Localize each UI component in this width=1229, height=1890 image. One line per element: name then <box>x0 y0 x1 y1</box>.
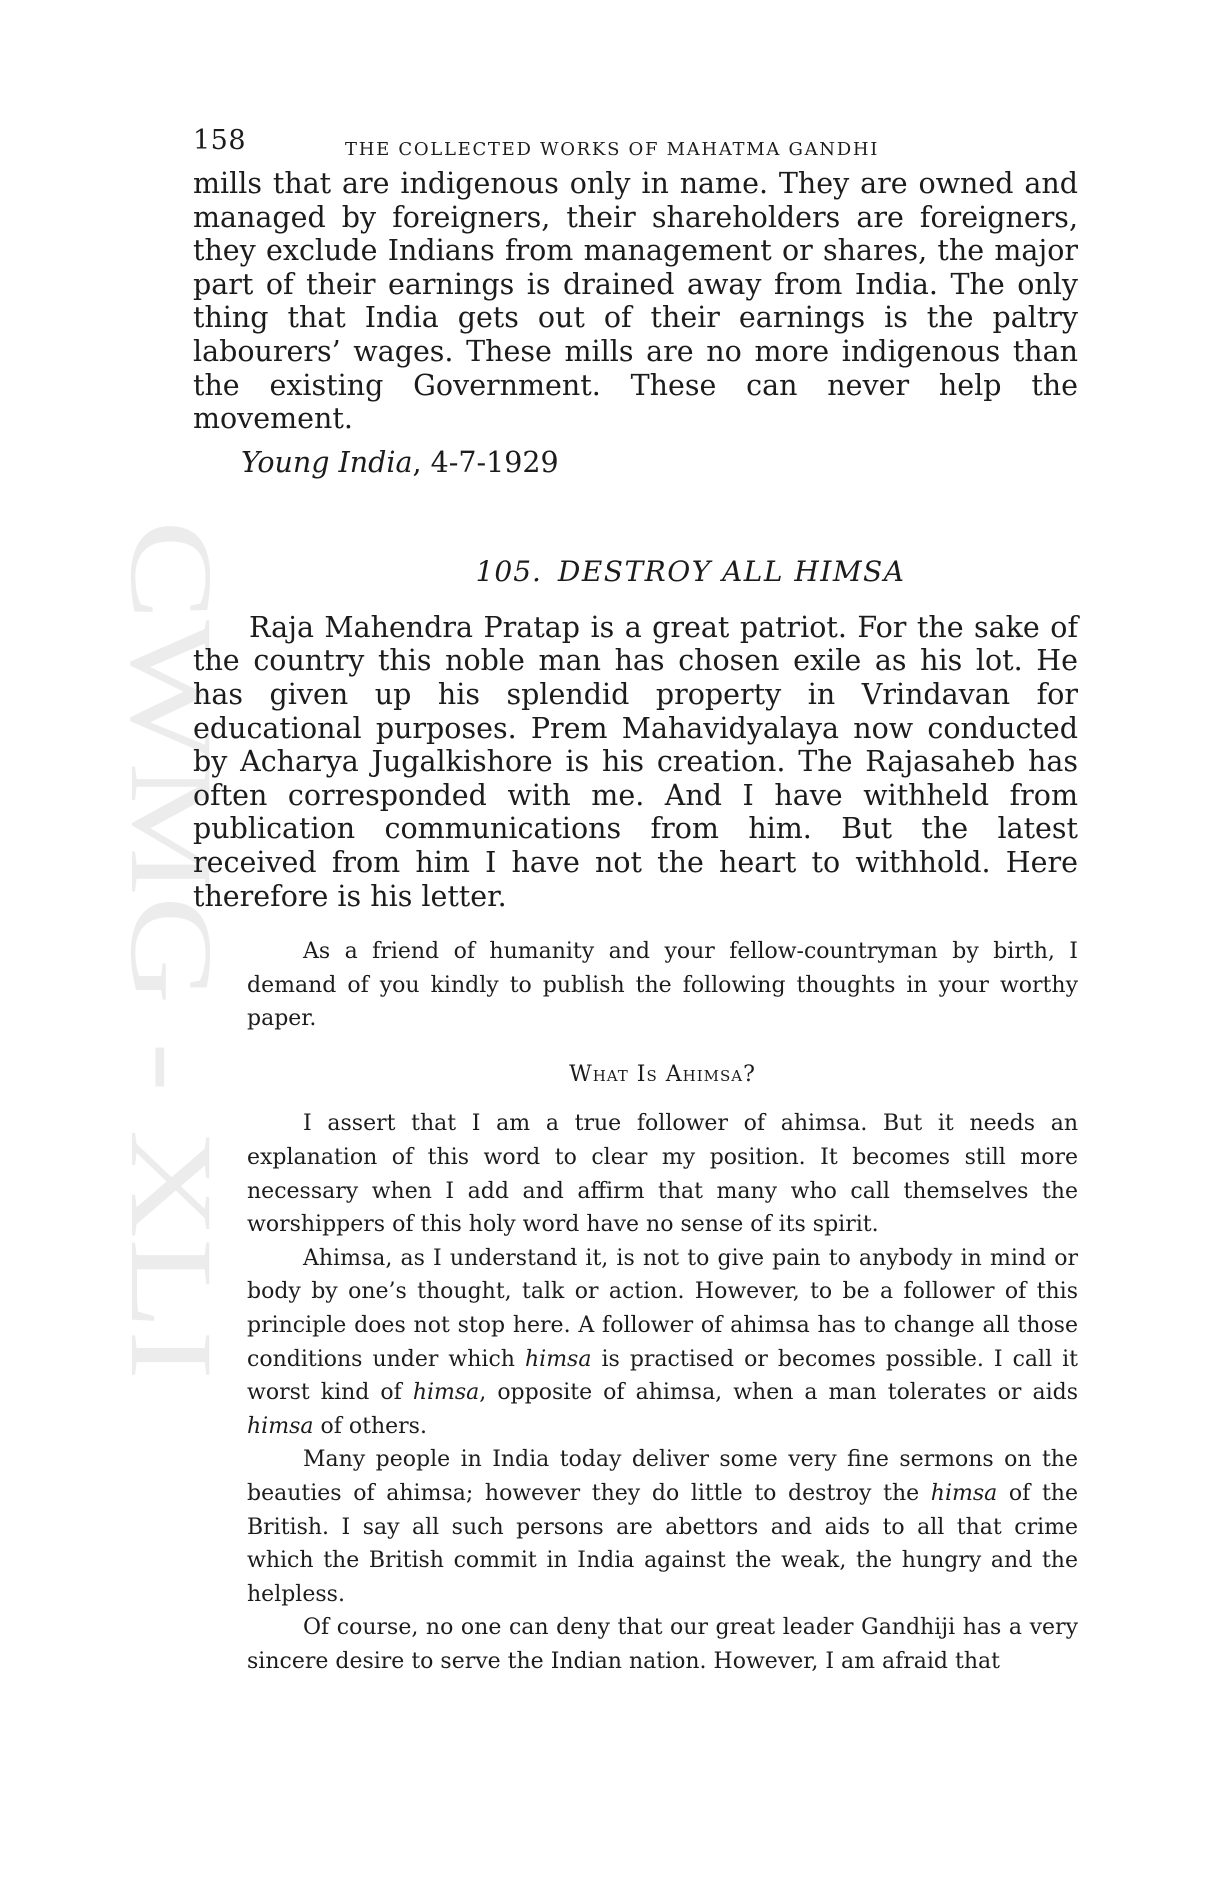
section-title: DESTROY ALL HIMSA <box>557 554 906 588</box>
letter-block <box>247 935 1078 1678</box>
page-number: 158 <box>193 125 247 156</box>
intro-paragraph: Raja Mahendra Pratap is a great patriot. For the sake of the country this noble man has chosen exile as his lot. He has given up his splendid property in Vrindavan for educational purposes. Prem Mahavidyalaya now conducted by Acharya Jugalkishore is his creation. The Rajasaheb has often corresponded with me. And I have withheld from publication communications from him. But the latest received from him I have not the heart to withhold. Here therefore is his letter. <box>193 610 1078 913</box>
letter-paragraph-3 <box>247 1443 1078 1611</box>
letter-paragraph-2 <box>247 1242 1078 1444</box>
source-date: , 4-7-1929 <box>412 445 559 479</box>
letter-paragraph-1: I assert that I am a true follower of ahimsa. But it needs an explanation of this word to clear my position. It becomes still more necessary when I add and affirm that many who call themselves the worshippers of this holy word have no sense of its spirit. <box>247 1111 1078 1238</box>
page-content <box>193 125 1078 1679</box>
continuation-paragraph: mills that are indigenous only in name. They are owned and managed by foreigners, their shareholders are foreigners, they exclude Indians from management or shares, the major part of their earnings is drained away from India. The only thing that India gets out of their earnings is the paltry labourers’ wages. These mills are no more indigenous than the existing Government. These can never help the movement. <box>193 167 1078 436</box>
running-head: THE COLLECTED WORKS OF MAHATMA GANDHI <box>345 139 880 160</box>
letter-p2-himsa-1: himsa <box>524 1346 592 1372</box>
letter-p2-text-c: is practised or becomes possible. I call it worst kind of <box>247 1346 1078 1406</box>
letter-opening: As a friend of humanity and your fellow-countryman by birth, I demand of you kindly to publish the following thoughts in your worthy paper. <box>247 939 1078 1032</box>
letter-p3-himsa: himsa <box>930 1481 998 1506</box>
section-heading <box>193 555 1078 589</box>
section-number: 105. <box>475 554 542 588</box>
letter-p3-text-a: Many people in India today deliver some very fine sermons on the beauties of ahimsa; however they do little to destroy the <box>247 1447 1078 1506</box>
watermark-text: CWMG - XLI <box>106 520 237 1196</box>
letter-p2-text-e: , opposite of ahimsa, when a man tolerates or aids <box>479 1380 1078 1406</box>
letter-p2-himsa-2: himsa <box>412 1380 480 1406</box>
letter-p2-text-g: of others. <box>313 1413 427 1439</box>
source-publication: Young India <box>241 445 413 479</box>
letter-p2-text-a: Ahimsa, as I understand it, is not to give pain to anybody in mind or body by one’s thought, talk or action. However, to be a follower of this principle does not stop here. A follower of ahimsa has to change all those conditions under which <box>247 1245 1078 1372</box>
letter-p3-text-c: of the British. I say all such persons are abettors and aids to all that crime which the British commit in India against the weak, the hungry and the helpless. <box>247 1481 1078 1607</box>
letter-paragraph-4: Of course, no one can deny that our great leader Gandhiji has a very sincere desire to serve the Indian nation. However, I am afraid that <box>247 1615 1078 1674</box>
source-citation <box>241 446 1078 480</box>
letter-subheading: What Is Ahimsa? <box>569 1061 756 1087</box>
page-header <box>193 125 1078 165</box>
letter-p2-himsa-3: himsa <box>247 1413 314 1439</box>
